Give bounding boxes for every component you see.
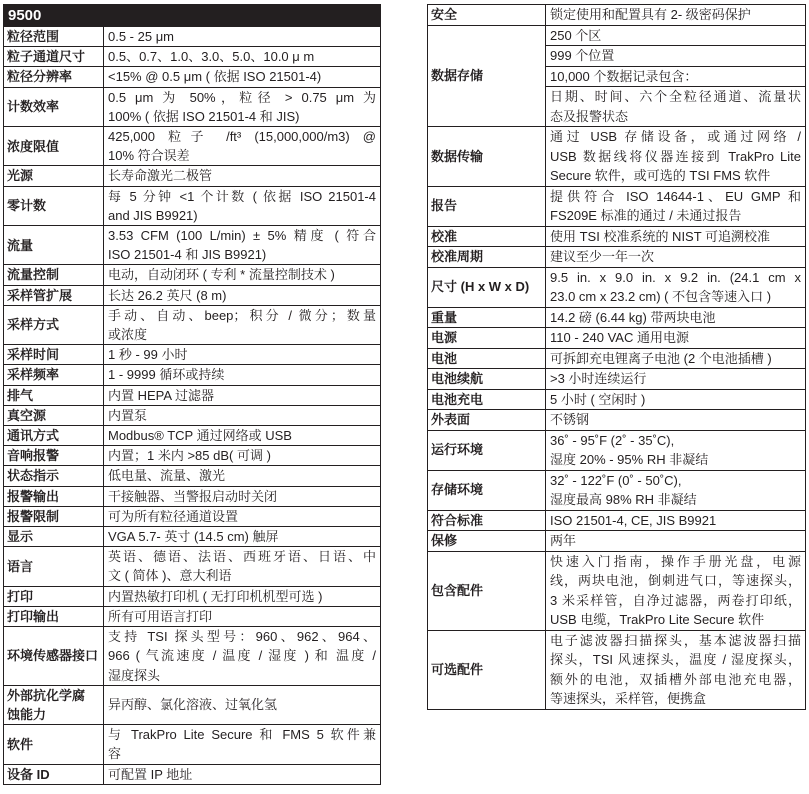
- spec-label: [428, 328, 546, 349]
- spec-row: [4, 446, 381, 466]
- spec-value-line: 电动，自动闭环 ( 专利 * 流量控制技术 ): [108, 267, 335, 283]
- spec-value-line: <15% @ 0.5 μm ( 依据 ISO 21501-4): [108, 69, 322, 85]
- spec-table-body: [428, 5, 806, 710]
- spec-value: [546, 226, 806, 247]
- spec-label-line: 安全: [431, 7, 458, 22]
- spec-row: [428, 328, 806, 349]
- spec-row: [4, 466, 381, 486]
- spec-value: [546, 127, 806, 187]
- spec-value: [546, 307, 806, 328]
- spec-value-line: 14.2 磅 (6.44 kg) 带两块电池: [550, 309, 716, 325]
- spec-label-line: 显示: [7, 529, 34, 545]
- table-title: 9500: [4, 5, 381, 27]
- spec-value: [104, 527, 381, 547]
- spec-row: [4, 486, 381, 506]
- spec-value-line: 英语、德语、法语、西班牙语、日语、中: [108, 549, 376, 565]
- spec-label: [4, 764, 104, 784]
- spec-label: [4, 685, 104, 724]
- spec-value-line: 等速探头，采样管，便携盒: [550, 691, 707, 706]
- spec-value-line: 快速入门指南，操作手册光盘，电源: [550, 553, 801, 569]
- spec-row: [4, 506, 381, 526]
- spec-value: [104, 446, 381, 466]
- spec-value: [546, 186, 806, 226]
- spec-row: [4, 365, 381, 385]
- spec-value-line: 每 5 分钟 <1 个计数 ( 依据 ISO 21501-4: [108, 188, 376, 204]
- spec-value-line: 电子滤波器扫描探头，基本滤波器扫描: [550, 632, 801, 648]
- spec-row: [428, 369, 806, 390]
- spec-label: [4, 186, 104, 225]
- spec-value-line: FS209E 标准的通过 / 未通过报告: [550, 208, 742, 223]
- spec-label-line: 音响报警: [7, 448, 60, 464]
- spec-label: [4, 127, 104, 166]
- spec-label: [4, 67, 104, 87]
- spec-label: [428, 25, 546, 127]
- spec-row: [428, 5, 806, 26]
- spec-value-line: 态及报警状态: [550, 108, 629, 124]
- spec-label-line: 光源: [7, 168, 34, 184]
- spec-row: [4, 127, 381, 166]
- spec-value-line: 3 米采样管，自净过滤器，两卷打印纸，: [550, 592, 801, 608]
- spec-value: [546, 470, 806, 510]
- spec-label: [428, 127, 546, 187]
- spec-label-line: 流量控制: [7, 267, 60, 283]
- spec-value-line: 干接触器、当警报启动时关闭: [108, 488, 278, 504]
- spec-row: [4, 685, 381, 724]
- spec-label: [4, 305, 104, 344]
- table-header-row: [4, 5, 381, 27]
- spec-value: [546, 87, 806, 127]
- spec-value-line: 异丙醇、氯化溶液、过氧化氢: [108, 697, 278, 713]
- spec-value-line: 100% ( 依据 ISO 21501-4 和 JIS): [108, 108, 300, 124]
- spec-label-line: 设备 ID: [7, 766, 50, 782]
- spec-label-line: 电池充电: [431, 391, 484, 407]
- spec-row: [4, 426, 381, 446]
- spec-value-line: 110 - 240 VAC 通用电源: [550, 330, 689, 345]
- spec-label: [428, 186, 546, 226]
- spec-row: [4, 27, 381, 47]
- spec-row: [4, 725, 381, 764]
- spec-label-line: 校准: [431, 228, 458, 244]
- spec-value-line: 或浓度: [108, 327, 148, 343]
- spec-row: [4, 47, 381, 67]
- spec-label: [4, 47, 104, 67]
- spec-value-line: 9.5 in. x 9.0 in. x 9.2 in. (24.1 cm x: [550, 269, 801, 285]
- spec-label-line: 浓度限值: [7, 138, 60, 154]
- spec-value-line: 10,000 个数据记录包含：: [550, 68, 698, 84]
- spec-value-line: ISO 21501-4, CE, JIS B9921: [550, 512, 717, 528]
- spec-value: [546, 267, 806, 307]
- spec-value-line: 23.0 cm x 23.2 cm) ( 不包含等速入口 ): [550, 289, 772, 304]
- spec-value-line: 使用 TSI 校准系统的 NIST 可追溯校准: [550, 228, 771, 244]
- spec-label-line: 外表面: [431, 412, 471, 427]
- spec-value: [546, 369, 806, 390]
- spec-value: [104, 47, 381, 67]
- spec-label-line: 报警限制: [7, 508, 60, 524]
- spec-value: [104, 426, 381, 446]
- spec-value-line: 所有可用语言打印: [108, 608, 213, 624]
- spec-row: [428, 267, 806, 307]
- spec-label: [4, 446, 104, 466]
- spec-value: [104, 506, 381, 526]
- spec-label-line: 排气: [7, 387, 34, 403]
- spec-label-line: 电源: [431, 330, 458, 345]
- spec-value-line: 250 个区: [550, 27, 602, 43]
- spec-row: [4, 305, 381, 344]
- spec-label: [428, 551, 546, 630]
- spec-value: [104, 627, 381, 686]
- spec-label-line: 真空源: [7, 407, 47, 423]
- spec-value: [546, 66, 806, 87]
- spec-value-line: 可配置 IP 地址: [108, 766, 193, 782]
- spec-value: [104, 486, 381, 506]
- spec-row: [428, 25, 806, 46]
- spec-value-line: VGA 5.7- 英寸 (14.5 cm) 触屏: [108, 529, 279, 545]
- spec-label: [428, 226, 546, 247]
- spec-row: [4, 186, 381, 225]
- spec-value-line: 0.5 - 25 μm: [108, 29, 175, 44]
- spec-value-line: Secure 软件，或可选的 TSI FMS 软件: [550, 168, 771, 183]
- spec-label-line: 采样时间: [7, 347, 60, 363]
- spec-value: [546, 410, 806, 431]
- spec-value: [104, 547, 381, 586]
- spec-label: [4, 725, 104, 764]
- spec-row: [4, 385, 381, 405]
- spec-value: [104, 87, 381, 126]
- spec-label: [4, 385, 104, 405]
- spec-value: [104, 166, 381, 186]
- spec-value-line: 手动、自动、beep；积分 / 微分；数量: [108, 307, 376, 323]
- spec-label-line: 采样频率: [7, 367, 60, 383]
- spec-row: [4, 547, 381, 586]
- spec-value-line: 可为所有粒径通道设置: [108, 508, 239, 524]
- spec-value: [104, 405, 381, 425]
- spec-label-line: 外部抗化学腐: [7, 687, 86, 703]
- spec-label: [4, 226, 104, 265]
- spec-value-line: 0.5 μm 为 50%，粒径 > 0.75 μm 为: [108, 89, 376, 105]
- spec-value-line: 日期、时间、六个全粒径通道、流量状: [550, 89, 801, 104]
- spec-label: [428, 369, 546, 390]
- spec-value: [104, 127, 381, 166]
- spec-label: [4, 506, 104, 526]
- spec-value-line: 999 个位置: [550, 48, 615, 63]
- spec-label: [4, 466, 104, 486]
- spec-row: [428, 307, 806, 328]
- spec-label: [428, 5, 546, 26]
- spec-label-line: 电池: [431, 350, 458, 366]
- spec-row: [4, 67, 381, 87]
- spec-value-line: 湿度最高 98% RH 非凝结: [550, 492, 697, 507]
- spec-row: [4, 166, 381, 186]
- spec-label: [4, 586, 104, 606]
- spec-value: [104, 764, 381, 784]
- spec-value-line: 探头，TSI 风速探头，温度 / 湿度探头，: [550, 652, 801, 667]
- spec-row: [428, 389, 806, 410]
- spec-value: [104, 305, 381, 344]
- spec-value-line: 与 TrakPro Lite Secure 和 FMS 5 软件兼: [108, 727, 376, 743]
- spec-label-line: 重量: [431, 309, 458, 325]
- spec-value-line: 内置泵: [108, 407, 148, 423]
- spec-label: [428, 307, 546, 328]
- spec-label: [428, 430, 546, 470]
- spec-value: [546, 25, 806, 46]
- spec-value-line: 966 ( 气流速度 / 温度 / 湿度 ) 和 温度 /: [108, 648, 376, 664]
- spec-label: [428, 410, 546, 431]
- spec-row: [4, 527, 381, 547]
- spec-row: [428, 551, 806, 630]
- spec-value-line: 通过 USB 存储设备，或通过网络 /: [550, 129, 801, 144]
- spec-label-line: 保修: [431, 533, 458, 548]
- spec-row: [4, 627, 381, 686]
- spec-value-line: 425,000 粒子 /ft³ (15,000,000/m3) @: [108, 129, 376, 145]
- spec-value: [104, 285, 381, 305]
- spec-value-line: USB 电缆，TrakPro Lite Secure 软件: [550, 612, 765, 627]
- spec-value-line: 容: [108, 746, 122, 762]
- spec-value: [546, 531, 806, 552]
- spec-value-line: 0.5、0.7、1.0、3.0、5.0、10.0 μ m: [108, 49, 315, 65]
- spec-value: [104, 226, 381, 265]
- spec-label: [428, 389, 546, 410]
- spec-row: [4, 405, 381, 425]
- spec-table-left: [3, 4, 381, 785]
- spec-value-line: 1 秒 - 99 小时: [108, 347, 188, 363]
- spec-value: [104, 606, 381, 626]
- spec-value-line: 32˚ - 122˚F (0˚ - 50˚C),: [550, 472, 682, 488]
- spec-row: [4, 764, 381, 784]
- spec-value-line: 5 小时 ( 空闲时 ): [550, 391, 646, 407]
- spec-value: [104, 365, 381, 385]
- spec-value: [104, 725, 381, 764]
- spec-label-line: 通讯方式: [7, 428, 60, 444]
- spec-label-line: 可选配件: [431, 661, 484, 677]
- spec-label-line: 粒径范围: [7, 29, 60, 44]
- spec-label: [4, 87, 104, 126]
- spec-value-line: 线，两块电池，倒刺进气口，等速探头，: [550, 573, 801, 588]
- spec-label-line: 符合标准: [431, 512, 484, 528]
- spec-value-line: 低电量、流量、激光: [108, 468, 226, 484]
- spec-value-line: 支持 TSI 探头型号：960、962、964、: [108, 629, 376, 645]
- spec-label: [4, 486, 104, 506]
- spec-value: [546, 46, 806, 67]
- spec-label-line: 环境传感器接口: [7, 648, 99, 664]
- spec-row: [428, 430, 806, 470]
- spec-row: [428, 510, 806, 531]
- spec-value-line: 10% 符合误差: [108, 148, 190, 164]
- spec-value-line: 两年: [550, 533, 577, 548]
- spec-value-line: >3 小时连续运行: [550, 371, 647, 386]
- spec-label: [4, 527, 104, 547]
- spec-value-line: 长寿命激光二极管: [108, 168, 213, 184]
- spec-table-body: [4, 27, 381, 785]
- spec-label: [4, 166, 104, 186]
- spec-value: [546, 5, 806, 26]
- spec-value: [104, 265, 381, 285]
- spec-label: [428, 267, 546, 307]
- spec-value: [546, 551, 806, 630]
- spec-label-line: 状态指示: [7, 468, 60, 484]
- spec-value: [546, 630, 806, 709]
- spec-label: [428, 470, 546, 510]
- spec-label-line: 运行环境: [431, 442, 484, 458]
- spec-label-line: 校准周期: [431, 249, 484, 264]
- spec-label-line: 打印: [7, 588, 34, 604]
- spec-label: [4, 285, 104, 305]
- spec-row: [4, 345, 381, 365]
- spec-label-line: 报警输出: [7, 488, 60, 504]
- spec-value-line: 提供符合 ISO 14644-1、EU GMP 和: [550, 188, 801, 204]
- spec-value: [104, 67, 381, 87]
- spec-label: [4, 27, 104, 47]
- spec-value-line: 长达 26.2 英尺 (8 m): [108, 287, 227, 303]
- spec-row: [4, 87, 381, 126]
- spec-table-right: [427, 4, 806, 710]
- spec-label-line: 软件: [7, 736, 34, 752]
- spec-row: [428, 127, 806, 187]
- spec-value: [546, 389, 806, 410]
- spec-row: [428, 531, 806, 552]
- spec-value-line: 建议至少一年一次: [550, 249, 655, 264]
- spec-label: [4, 627, 104, 686]
- spec-row: [428, 470, 806, 510]
- spec-value-line: USB 数据线将仪器连接到 TrakPro Lite: [550, 148, 801, 164]
- spec-value-line: 不锈钢: [550, 412, 590, 427]
- spec-value: [104, 586, 381, 606]
- spec-label-line: 数据传输: [431, 148, 484, 164]
- spec-value-line: 3.53 CFM (100 L/min) ± 5% 精度 ( 符合: [108, 228, 376, 244]
- spec-label: [4, 365, 104, 385]
- spec-label-line: 采样方式: [7, 317, 60, 333]
- spec-value: [104, 466, 381, 486]
- spec-label-line: 零计数: [7, 198, 47, 214]
- spec-row: [4, 586, 381, 606]
- spec-value: [546, 247, 806, 268]
- spec-label: [428, 531, 546, 552]
- spec-value-line: 可拆卸充电锂离子电池 (2 个电池插槽 ): [550, 350, 772, 366]
- spec-value: [104, 385, 381, 405]
- spec-value: [104, 186, 381, 225]
- spec-value: [104, 27, 381, 47]
- spec-value-line: and JIS B9921): [108, 207, 198, 223]
- spec-value-line: 36˚ - 95˚F (2˚ - 35˚C),: [550, 432, 675, 448]
- spec-value: [104, 685, 381, 724]
- spec-label-line: 流量: [7, 237, 34, 253]
- spec-label-line: 粒径分辨率: [7, 69, 73, 85]
- spec-label-line: 打印输出: [7, 608, 60, 624]
- spec-label-line: 存储环境: [431, 482, 484, 498]
- spec-row: [428, 247, 806, 268]
- spec-row: [428, 630, 806, 709]
- spec-value-line: 内置 HEPA 过滤器: [108, 387, 214, 403]
- spec-label-line: 尺寸 (H x W x D): [431, 279, 530, 295]
- spec-label: [4, 345, 104, 365]
- spec-value: [546, 348, 806, 369]
- spec-value-line: 文 ( 简体 )、意大利语: [108, 568, 232, 584]
- spec-label-line: 采样管扩展: [7, 287, 73, 303]
- spec-value: [104, 345, 381, 365]
- spec-value: [546, 430, 806, 470]
- spec-row: [428, 226, 806, 247]
- spec-label: [4, 606, 104, 626]
- spec-label: [428, 348, 546, 369]
- spec-value-line: 内置；1 米内 >85 dB( 可调 ): [108, 448, 271, 464]
- spec-label: [4, 547, 104, 586]
- spec-label-line: 电池续航: [431, 371, 484, 386]
- spec-row: [4, 285, 381, 305]
- spec-label-line: 语言: [7, 558, 34, 574]
- spec-value-line: 内置热敏打印机 ( 无打印机机型可选 ): [108, 588, 323, 604]
- spec-row: [428, 348, 806, 369]
- spec-value-line: 湿度探头: [108, 667, 161, 683]
- spec-value-line: ISO 21501-4 和 JIS B9921): [108, 247, 267, 263]
- spec-label: [428, 510, 546, 531]
- spec-label-line: 蚀能力: [7, 706, 47, 722]
- spec-row: [4, 606, 381, 626]
- spec-value-line: 湿度 20% - 95% RH 非凝结: [550, 452, 709, 467]
- spec-value-line: 1 - 9999 循环或持续: [108, 367, 225, 383]
- spec-label: [428, 247, 546, 268]
- spec-value-line: Modbus® TCP 通过网络或 USB: [108, 428, 292, 444]
- spec-value-line: 锁定使用和配置具有 2- 级密码保护: [550, 7, 751, 22]
- spec-value: [546, 510, 806, 531]
- spec-label-line: 计数效率: [7, 99, 60, 115]
- spec-label: [4, 265, 104, 285]
- spec-label: [4, 426, 104, 446]
- spec-row: [428, 186, 806, 226]
- spec-label: [428, 630, 546, 709]
- spec-label-line: 包含配件: [431, 582, 484, 598]
- spec-row: [4, 265, 381, 285]
- spec-value-line: 额外的电池，双插槽外部电池充电器，: [550, 671, 801, 687]
- spec-row: [4, 226, 381, 265]
- spec-label-line: 报告: [431, 198, 458, 214]
- spec-value: [546, 328, 806, 349]
- spec-label: [4, 405, 104, 425]
- spec-label-line: 粒子通道尺寸: [7, 49, 86, 65]
- spec-label-line: 数据存储: [431, 68, 484, 83]
- spec-row: [428, 410, 806, 431]
